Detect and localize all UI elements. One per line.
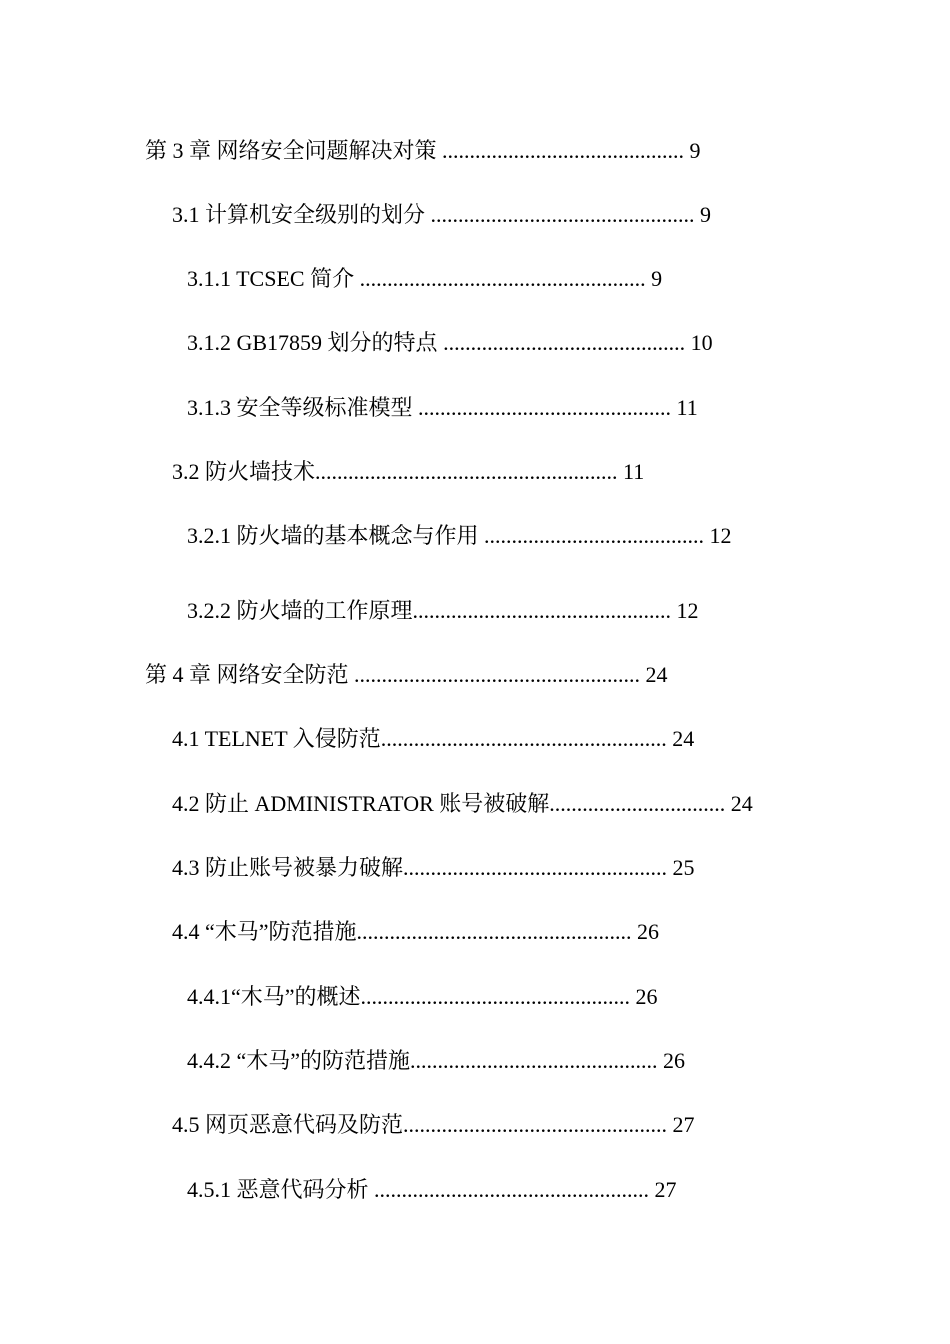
toc-entry-4-2[interactable] [172,789,753,819]
toc-entry-4-5[interactable] [172,1110,695,1140]
toc-entry-leader-dots: .................................................... [354,662,641,687]
toc-entry-leader-dots: ............................................... [412,598,672,623]
toc-entry-3-2[interactable] [172,457,644,487]
toc-entry-4-4[interactable] [172,917,659,947]
toc-entry-page-number: 9 [694,202,712,227]
toc-entry-title: 3.2 防火墙技术 [172,459,316,484]
toc-entry-3-2-1[interactable] [187,521,732,551]
toc-entry-leader-dots: ............................................. [410,1048,658,1073]
toc-entry-4-5-1[interactable] [187,1175,677,1205]
toc-entry-title: 4.2 防止 ADMINISTRATOR 账号被破解 [172,791,550,816]
toc-entry-leader-dots: ................................ [549,791,726,816]
toc-entry-chapter-4[interactable] [145,660,668,690]
toc-entry-leader-dots: ............................................ [442,138,685,163]
toc-entry-chapter-3[interactable] [145,136,701,166]
toc-entry-4-1[interactable] [172,724,694,754]
toc-entry-title: 第 3 章 网络安全问题解决对策 [145,138,443,163]
toc-entry-3-1[interactable] [172,200,711,230]
toc-entry-page-number: 26 [631,919,660,944]
toc-entry-title: 3.1.3 安全等级标准模型 [187,395,419,420]
toc-entry-title: 4.5 网页恶意代码及防范 [172,1112,404,1137]
toc-entry-page-number: 25 [667,855,695,880]
toc-entry-leader-dots: ........................................ [484,523,705,548]
toc-entry-4-4-2[interactable] [187,1046,685,1076]
toc-entry-page-number: 9 [684,138,701,163]
toc-entry-leader-dots: .................................................... [359,266,646,291]
toc-entry-4-3[interactable] [172,853,695,883]
toc-entry-title: 3.1.1 TCSEC 简介 [187,266,360,291]
toc-entry-leader-dots: .................................................. [374,1177,650,1202]
toc-entry-title: 4.4.1“木马”的概述 [187,984,361,1009]
toc-entry-page-number: 11 [671,395,698,420]
toc-entry-leader-dots: ............................................ [443,330,686,355]
toc-entry-title: 第 4 章 网络安全防范 [145,662,355,687]
toc-entry-page-number: 27 [649,1177,677,1202]
toc-entry-page-number: 10 [685,330,713,355]
toc-entry-title: 3.2.1 防火墙的基本概念与作用 [187,523,485,548]
toc-entry-3-1-1[interactable] [187,264,662,294]
toc-entry-title: 4.3 防止账号被暴力破解 [172,855,404,880]
toc-entry-leader-dots: .................................................... [380,726,667,751]
toc-entry-title: 4.1 TELNET 入侵防范 [172,726,381,751]
toc-entry-title: 4.4.2 “木马”的防范措施 [187,1048,411,1073]
toc-entry-leader-dots: .............................................. [418,395,672,420]
toc-entry-page-number: 26 [657,1048,686,1073]
toc-entry-title: 4.5.1 恶意代码分析 [187,1177,375,1202]
toc-entry-leader-dots: ................................................. [360,984,631,1009]
toc-entry-page-number: 27 [667,1112,695,1137]
toc-entry-title: 3.1.2 GB17859 划分的特点 [187,330,444,355]
toc-entry-page-number: 26 [630,984,658,1009]
toc-entry-title: 4.4 “木马”防范措施 [172,919,357,944]
toc-entry-leader-dots: ................................................ [430,202,695,227]
toc-entry-title: 3.2.2 防火墙的工作原理 [187,598,413,623]
toc-entry-3-1-2[interactable] [187,328,713,358]
toc-entry-page-number: 9 [645,266,663,291]
toc-entry-page-number: 12 [704,523,732,548]
toc-entry-page-number: 12 [671,598,699,623]
toc-entry-leader-dots: ....................................................... [315,459,618,484]
toc-entry-page-number: 24 [640,662,668,687]
toc-entry-3-1-3[interactable] [187,393,698,423]
toc-entry-4-4-1[interactable] [187,982,658,1012]
toc-entry-page-number: 24 [725,791,753,816]
toc-entry-page-number: 24 [666,726,695,751]
toc-entry-3-2-2[interactable] [187,596,699,626]
toc-entry-title: 3.1 计算机安全级别的划分 [172,202,431,227]
toc-entry-leader-dots: ................................................ [403,1112,668,1137]
toc-entry-leader-dots: .................................................. [356,919,632,944]
toc-entry-leader-dots: ................................................ [403,855,668,880]
toc-entry-page-number: 11 [617,459,645,484]
